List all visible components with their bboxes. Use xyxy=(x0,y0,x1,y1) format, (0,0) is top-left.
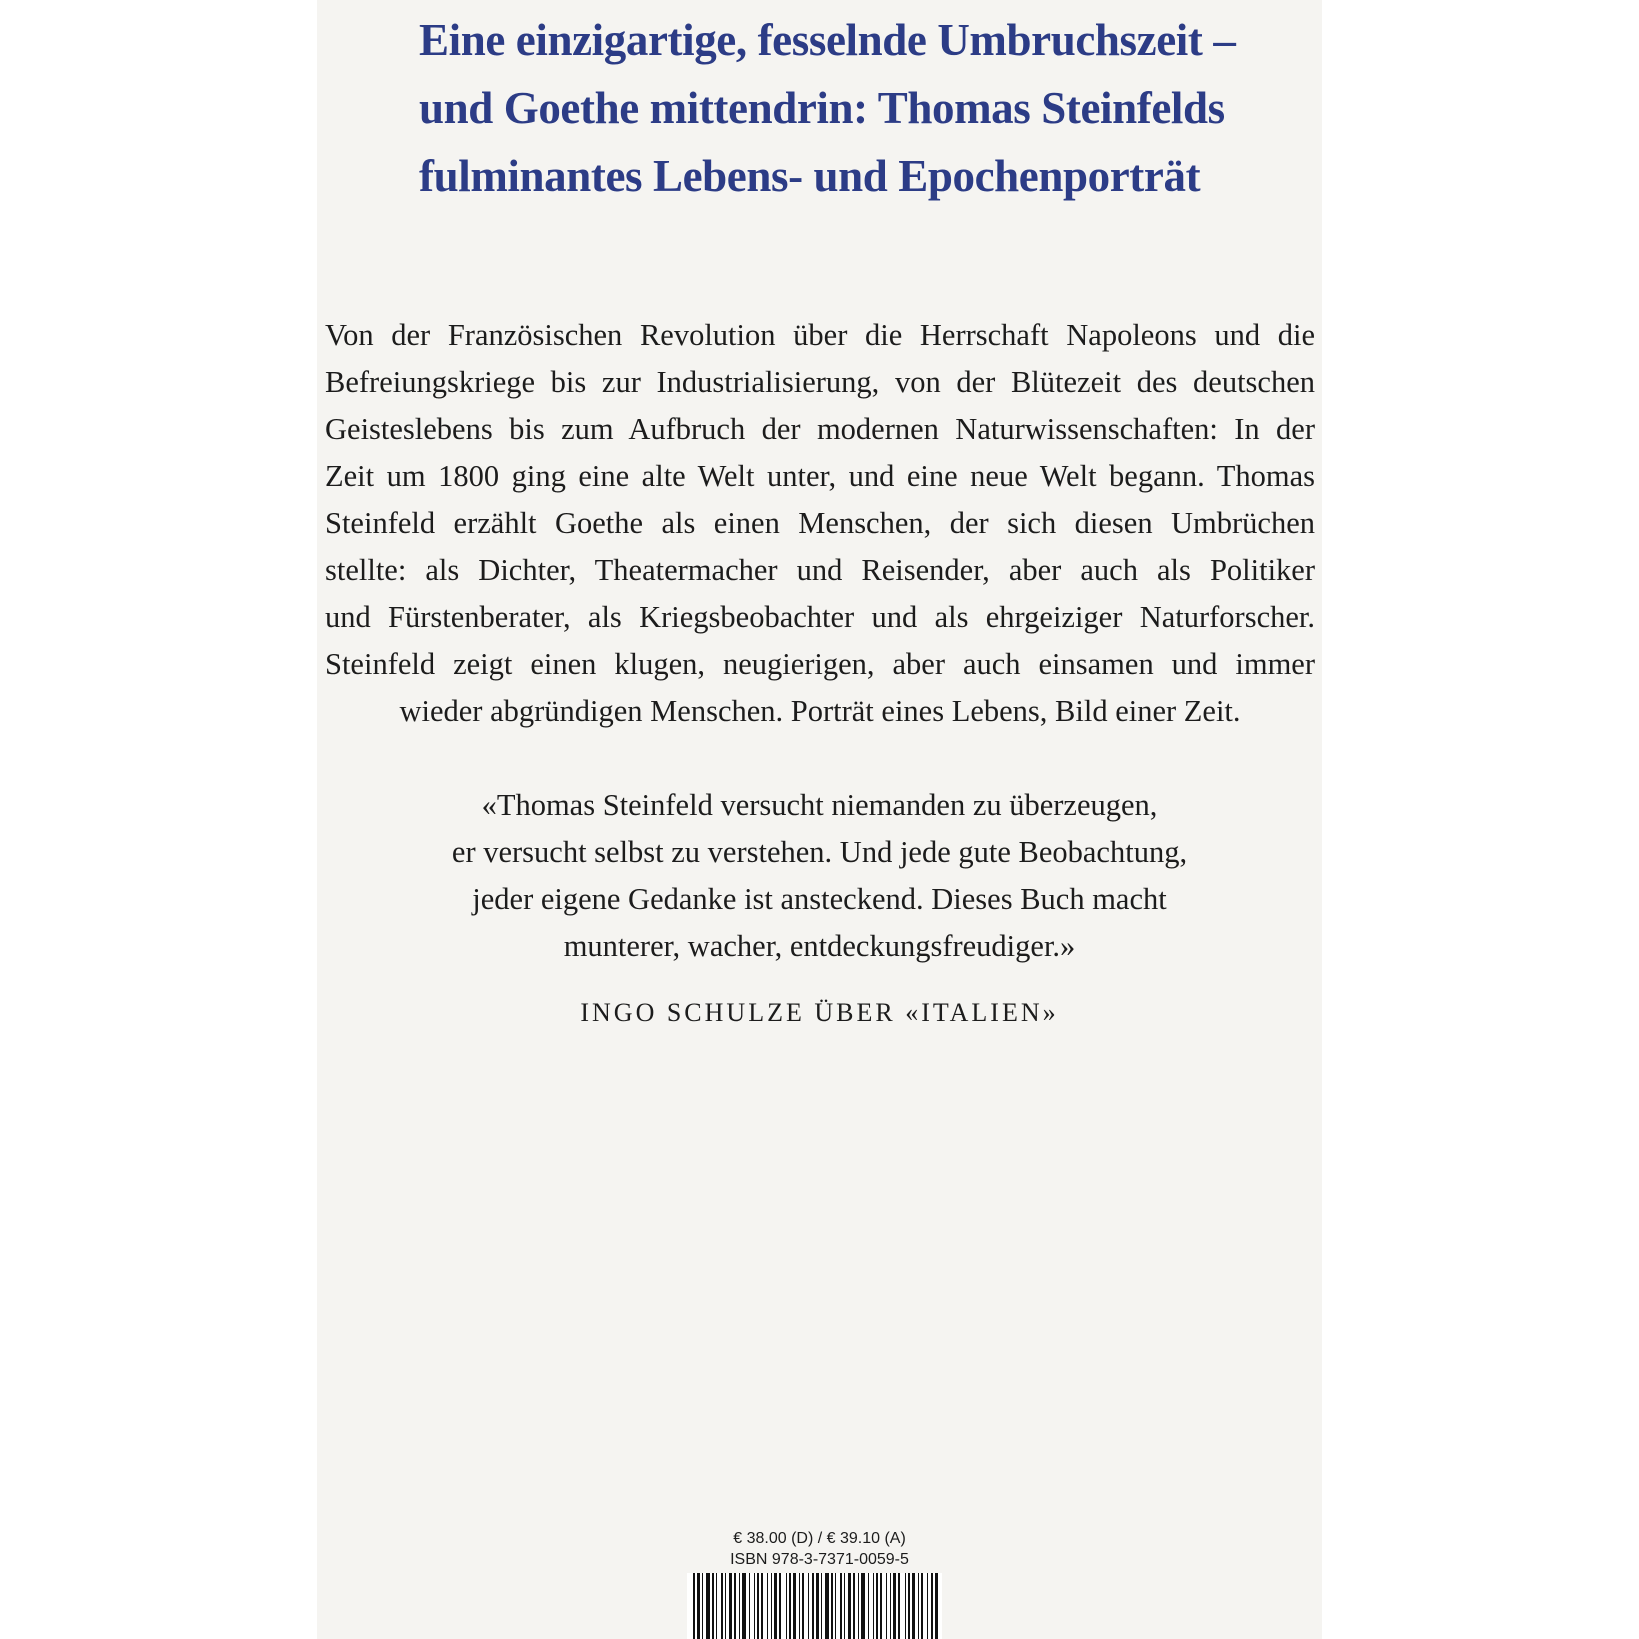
barcode-bar xyxy=(802,1573,804,1639)
barcode-bar xyxy=(767,1573,768,1639)
barcode-bar xyxy=(697,1573,700,1639)
barcode-bar xyxy=(793,1573,796,1639)
barcode-bar xyxy=(816,1573,819,1639)
barcode-bar xyxy=(844,1573,845,1639)
headline-line: Eine einzigartige, fesselnde Umbruchszeit – xyxy=(419,15,1236,65)
barcode-bar xyxy=(876,1573,878,1639)
headline-line: fulminantes Lebens- und Epochenporträt xyxy=(419,151,1201,201)
barcode-bar xyxy=(912,1573,915,1639)
barcode-bar xyxy=(771,1573,772,1639)
description-paragraph xyxy=(325,312,1315,735)
barcode-bar xyxy=(848,1573,851,1639)
barcode-bar xyxy=(754,1573,755,1639)
quote-attribution: INGO SCHULZE ÜBER «ITALIEN» xyxy=(580,998,1059,1027)
barcode-bar xyxy=(725,1573,726,1639)
barcode-bar xyxy=(812,1573,814,1639)
headline-line: und Goethe mittendrin: Thomas Steinfelds xyxy=(419,83,1225,133)
barcode-bar xyxy=(789,1573,791,1639)
quote-line: jeder eigene Gedanke ist ansteckend. Dieses Buch macht xyxy=(472,882,1167,916)
barcode-bar xyxy=(702,1573,703,1639)
description-line: und Fürstenberater, als Kriegsbeobachter und als ehrgeiziger Naturforscher. xyxy=(325,600,1315,634)
barcode-bar xyxy=(835,1573,836,1639)
barcode-bar xyxy=(757,1573,759,1639)
barcode-bar xyxy=(808,1573,809,1639)
barcode-bar xyxy=(799,1573,800,1639)
quote-line: «Thomas Steinfeld versucht niemanden zu überzeugen, xyxy=(481,788,1158,822)
barcode-bar xyxy=(742,1573,746,1639)
description-line: Zeit um 1800 ging eine alte Welt unter, und eine neue Welt begann. Thomas xyxy=(325,459,1315,493)
barcode-bar xyxy=(734,1573,736,1639)
barcode-bar xyxy=(861,1573,865,1639)
description-line: stellte: als Dichter, Theatermacher und Reisender, aber auch als Politiker xyxy=(325,553,1315,587)
barcode-bar xyxy=(918,1573,919,1639)
barcode-bar xyxy=(921,1573,923,1639)
description-line: Steinfeld zeigt einen klugen, neugierigen, aber auch einsamen und immer xyxy=(325,647,1315,681)
isbn-label: ISBN 978-3-7371-0059-5 xyxy=(730,1551,909,1568)
barcode-bar xyxy=(853,1573,855,1639)
barcode-bar xyxy=(886,1573,887,1639)
barcode-bar xyxy=(721,1573,723,1639)
barcode-bar xyxy=(693,1573,695,1639)
quote-line: er versucht selbst zu verstehen. Und jede gute Beobachtung, xyxy=(451,835,1188,869)
description-line: Geisteslebens bis zum Aufbruch der modernen Naturwissenschaften: In der xyxy=(325,412,1315,446)
barcode-bar xyxy=(840,1573,842,1639)
barcode-bar xyxy=(890,1573,891,1639)
barcode-bar xyxy=(873,1573,874,1639)
barcode-bar xyxy=(931,1573,933,1639)
book-back-cover xyxy=(317,0,1322,1639)
barcode-bar xyxy=(825,1573,829,1639)
barcode-bar xyxy=(927,1573,928,1639)
barcode-bar xyxy=(935,1573,938,1639)
barcode-bar xyxy=(831,1573,833,1639)
barcode-bar xyxy=(905,1573,906,1639)
description-line: Steinfeld erzählt Goethe als einen Menschen, der sich diesen Umbrüchen xyxy=(325,506,1315,540)
description-line: Von der Französischen Revolution über die Herrschaft Napoleons und die xyxy=(325,318,1315,352)
barcode-bar xyxy=(739,1573,740,1639)
barcode-bar xyxy=(761,1573,763,1639)
barcode-bar xyxy=(749,1573,750,1639)
barcode-bar xyxy=(908,1573,910,1639)
barcode-bar xyxy=(868,1573,869,1639)
barcode xyxy=(687,1573,942,1639)
barcode-bar xyxy=(712,1573,714,1639)
description-line: Befreiungskriege bis zur Industrialisierung, von der Blütezeit des deutschen xyxy=(325,365,1315,399)
price-label: € 38.00 (D) / € 39.10 (A) xyxy=(733,1530,906,1547)
review-quote xyxy=(317,782,1322,970)
barcode-bar xyxy=(898,1573,900,1639)
barcode-bar xyxy=(858,1573,859,1639)
quote-line: munterer, wacher, entdeckungsfreudiger.» xyxy=(563,929,1076,963)
barcode-bar xyxy=(729,1573,732,1639)
barcode-bar xyxy=(880,1573,882,1639)
barcode-bar xyxy=(821,1573,822,1639)
barcode-bar xyxy=(893,1573,896,1639)
headline xyxy=(419,6,1319,210)
description-line: wieder abgründigen Menschen. Porträt eines Lebens, Bild einer Zeit. xyxy=(399,694,1241,728)
barcode-bar xyxy=(716,1573,717,1639)
barcode-bar xyxy=(779,1573,781,1639)
barcode-bar xyxy=(786,1573,787,1639)
barcode-bar xyxy=(774,1573,777,1639)
barcode-bar xyxy=(706,1573,710,1639)
